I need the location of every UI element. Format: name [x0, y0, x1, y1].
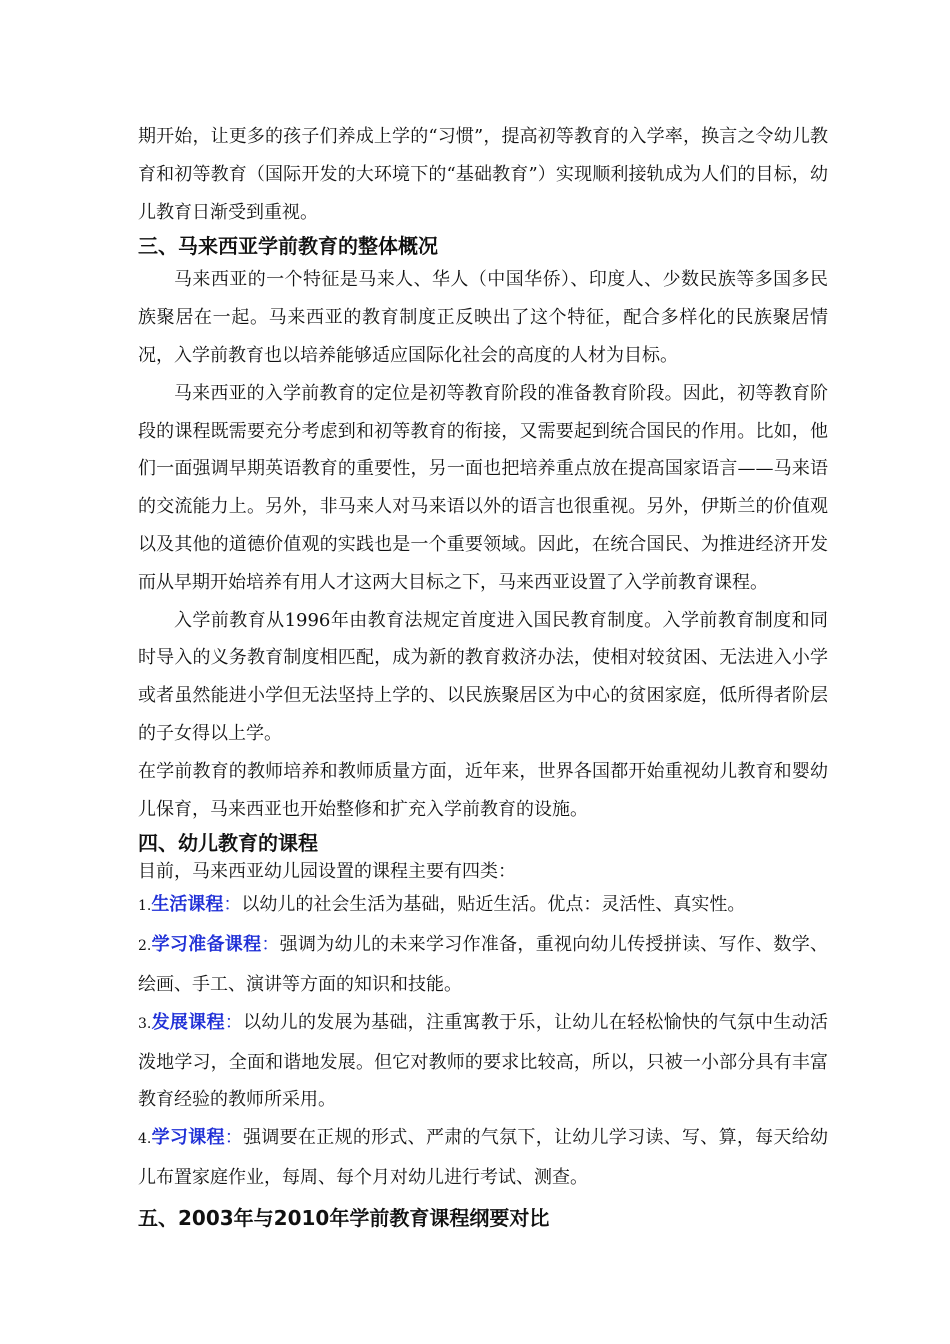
course-colon: ：: [261, 934, 280, 956]
course-term: 学习课程: [151, 1127, 225, 1149]
section-3-paragraph-2: 马来西亚的入学前教育的定位是初等教育阶段的准备教育阶段。因此，初等教育阶段的课程既需要充分考虑到和初等教育的衔接，又需要起到统合国民的作用。比如，他们一面强调早期英语教育的重要性，另一面也把培养重点放在提高国家语言——马来语的交流能力上。另外，非马来人对马来语以外的语言也很重视。另外，伊斯兰的价值观以及其他的道德价值观的实践也是一个重要领域。因此，在统合国民、为推进经济开发而从早期开始培养有用人才这两大目标之下，马来西亚设置了入学前教育课程。: [138, 382, 828, 593]
course-term: 学习准备课程: [151, 934, 262, 956]
section-4-intro: 目前，马来西亚幼儿园设置的课程主要有四类：: [138, 861, 516, 883]
section-3-paragraph-3: 入学前教育从1996年由教育法规定首度进入国民教育制度。入学前教育制度和同时导入的义务教育制度相匹配，成为新的教育救济办法，使相对较贫困、无法进入小学或者虽然能进小学但无法坚持上学的、以民族聚居区为中心的贫困家庭，低所得者阶层的子女得以上学。: [138, 609, 828, 744]
course-number: 2.: [138, 938, 152, 955]
section-3-heading: 三、马来西亚学前教育的整体概况: [138, 234, 438, 259]
course-item-3: [138, 1004, 828, 1119]
section-3-paragraph-1: 马来西亚的一个特征是马来人、华人（中国华侨）、印度人、少数民族等多国多民族聚居在一起。马来西亚的教育制度正反映出了这个特征，配合多样化的民族聚居情况，入学前教育也以培养能够适应国际化社会的高度的人材为目标。: [138, 269, 828, 366]
section-5-heading: 五、2003年与2010年学前教育课程纲要对比: [138, 1205, 550, 1230]
section-3-paragraph-4: 在学前教育的教师培养和教师质量方面，近年来，世界各国都开始重视幼儿教育和婴幼儿保育，马来西亚也开始整修和扩充入学前教育的设施。: [138, 760, 828, 820]
course-colon: ：: [224, 1011, 244, 1033]
course-item-4: [138, 1119, 828, 1197]
course-term: 发展课程: [151, 1011, 225, 1033]
course-description: 强调要在正规的形式、严肃的气氛下，让幼儿学习读、写、算，每天给幼儿布置家庭作业，每周、每个月对幼儿进行考试、测查。: [138, 1127, 829, 1188]
course-item-1: [138, 886, 828, 926]
intro-paragraph: 期开始，让更多的孩子们养成上学的“习惯”，提高初等教育的入学率，换言之令幼儿教育和初等教育（国际开发的大环境下的“基础教育”）实现顺利接轨成为人们的目标，幼儿教育日渐受到重视。: [138, 126, 828, 223]
course-number: 1.: [138, 898, 152, 915]
course-description: 强调为幼儿的未来学习作准备，重视向幼儿传授拼读、写作、数学、绘画、手工、演讲等方面的知识和技能。: [138, 934, 829, 995]
course-item-2: [138, 926, 828, 1004]
course-colon: ：: [223, 894, 242, 916]
course-description: 以幼儿的发展为基础，注重寓教于乐，让幼儿在轻松愉快的气氛中生动活泼地学习，全面和谐地发展。但它对教师的要求比较高，所以，只被一小部分具有丰富教育经验的教师所采用。: [138, 1011, 829, 1111]
course-number: 3.: [138, 1015, 152, 1032]
course-colon: ：: [224, 1127, 244, 1149]
section-4-heading: 四、幼儿教育的课程: [138, 831, 318, 856]
course-number: 4.: [138, 1131, 152, 1148]
course-description: 以幼儿的社会生活为基础，贴近生活。优点：灵活性、真实性。: [241, 894, 746, 916]
course-term: 生活课程: [151, 894, 224, 916]
document-page: [138, 118, 828, 1233]
